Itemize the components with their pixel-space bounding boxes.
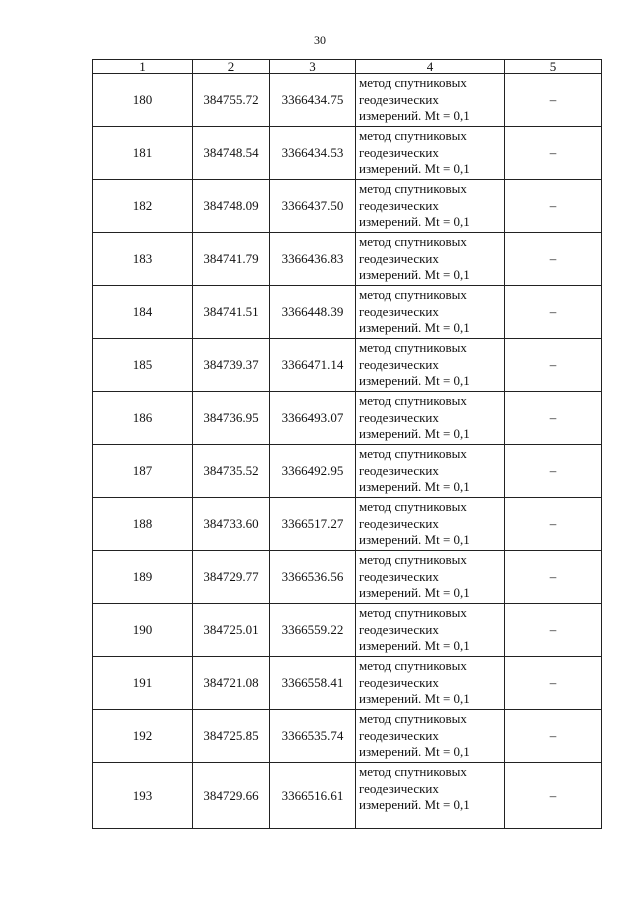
method-cell [356,551,505,604]
y-coordinate-cell: 3366559.22 [270,604,356,657]
point-number-cell: 191 [93,657,193,710]
point-number-cell: 192 [93,710,193,763]
method-text-line: геодезических [359,356,439,372]
point-number-cell: 184 [93,286,193,339]
column-5-cell: – [505,498,602,551]
x-coordinate-cell: 384721.08 [193,657,270,710]
table-row [93,710,602,763]
column-5-cell: – [505,710,602,763]
method-text-line: измерений. Mt = 0,1 [359,108,470,124]
method-text-line: измерений. Mt = 0,1 [359,744,470,760]
method-cell [356,74,505,127]
table-row [93,233,602,286]
column-5-cell: – [505,286,602,339]
column-5-cell: – [505,604,602,657]
method-text-line: метод спутниковых [359,128,467,144]
method-text-line: метод спутниковых [359,499,467,515]
y-coordinate-cell: 3366558.41 [270,657,356,710]
table-row [93,657,602,710]
y-coordinate-cell: 3366535.74 [270,710,356,763]
method-text-line: измерений. Mt = 0,1 [359,797,470,812]
table-row [93,498,602,551]
header-col-3: 3 [270,60,356,74]
point-number-cell: 181 [93,127,193,180]
page-number: 30 [314,33,326,47]
method-text-line: метод спутниковых [359,552,467,568]
point-number-cell: 190 [93,604,193,657]
y-coordinate-cell: 3366448.39 [270,286,356,339]
method-cell [356,180,505,233]
method-cell [356,127,505,180]
column-5-cell: – [505,233,602,286]
coordinates-table [92,59,602,829]
method-text-line: метод спутниковых [359,658,467,674]
method-text-line: метод спутниковых [359,75,467,91]
point-number-cell: 182 [93,180,193,233]
method-cell [356,286,505,339]
method-cell [356,339,505,392]
method-text-line: геодезических [359,621,439,637]
method-text-line: метод спутниковых [359,605,467,621]
method-text-line: геодезических [359,91,439,107]
table-row [93,74,602,127]
point-number-cell: 187 [93,445,193,498]
y-coordinate-cell: 3366436.83 [270,233,356,286]
y-coordinate-cell: 3366493.07 [270,392,356,445]
point-number-cell: 188 [93,498,193,551]
x-coordinate-cell: 384725.85 [193,710,270,763]
method-cell [356,233,505,286]
method-text-line: метод спутниковых [359,446,467,462]
column-5-cell: – [505,339,602,392]
x-coordinate-cell: 384735.52 [193,445,270,498]
method-text-line: геодезических [359,568,439,584]
x-coordinate-cell: 384733.60 [193,498,270,551]
method-text-line: измерений. Mt = 0,1 [359,585,470,601]
method-text-line: метод спутниковых [359,393,467,409]
x-coordinate-cell: 384755.72 [193,74,270,127]
column-5-cell: – [505,392,602,445]
y-coordinate-cell: 3366517.27 [270,498,356,551]
column-5-cell: – [505,657,602,710]
table-row [93,604,602,657]
method-text-line: геодезических [359,515,439,531]
table-row [93,127,602,180]
x-coordinate-cell: 384725.01 [193,604,270,657]
table-row [93,763,602,829]
method-cell [356,604,505,657]
method-cell [356,710,505,763]
method-text-line: измерений. Mt = 0,1 [359,214,470,230]
method-text-line: геодезических [359,462,439,478]
method-text-line: измерений. Mt = 0,1 [359,267,470,283]
y-coordinate-cell: 3366536.56 [270,551,356,604]
method-text-line: метод спутниковых [359,287,467,303]
y-coordinate-cell: 3366434.75 [270,74,356,127]
method-text-line: метод спутниковых [359,711,467,727]
table-row [93,392,602,445]
method-text-line: геодезических [359,780,439,796]
method-text-line: геодезических [359,303,439,319]
table-row [93,551,602,604]
x-coordinate-cell: 384741.51 [193,286,270,339]
method-text-line: измерений. Mt = 0,1 [359,161,470,177]
x-coordinate-cell: 384748.09 [193,180,270,233]
method-text-line: метод спутниковых [359,764,467,779]
column-5-cell: – [505,127,602,180]
y-coordinate-cell: 3366492.95 [270,445,356,498]
table-row [93,445,602,498]
method-text-line: измерений. Mt = 0,1 [359,373,470,389]
column-5-cell: – [505,180,602,233]
point-number-cell: 180 [93,74,193,127]
x-coordinate-cell: 384729.66 [193,763,270,829]
method-text-line: измерений. Mt = 0,1 [359,320,470,336]
column-5-cell: – [505,445,602,498]
x-coordinate-cell: 384748.54 [193,127,270,180]
method-cell [356,392,505,445]
method-text-line: геодезических [359,197,439,213]
table-header-row [93,60,602,74]
x-coordinate-cell: 384739.37 [193,339,270,392]
method-text-line: геодезических [359,727,439,743]
method-text-line: измерений. Mt = 0,1 [359,479,470,495]
method-text-line: измерений. Mt = 0,1 [359,532,470,548]
y-coordinate-cell: 3366516.61 [270,763,356,829]
y-coordinate-cell: 3366434.53 [270,127,356,180]
method-text-line: метод спутниковых [359,340,467,356]
method-text-line: геодезических [359,409,439,425]
point-number-cell: 189 [93,551,193,604]
point-number-cell: 186 [93,392,193,445]
header-col-1: 1 [93,60,193,74]
method-cell [356,763,505,829]
point-number-cell: 183 [93,233,193,286]
point-number-cell: 185 [93,339,193,392]
table-row [93,180,602,233]
column-5-cell: – [505,763,602,829]
table-row [93,286,602,339]
method-text-line: метод спутниковых [359,234,467,250]
point-number-cell: 193 [93,763,193,829]
y-coordinate-cell: 3366471.14 [270,339,356,392]
column-5-cell: – [505,74,602,127]
y-coordinate-cell: 3366437.50 [270,180,356,233]
method-text-line: измерений. Mt = 0,1 [359,426,470,442]
method-text-line: геодезических [359,674,439,690]
method-text-line: геодезических [359,144,439,160]
method-text-line: геодезических [359,250,439,266]
x-coordinate-cell: 384736.95 [193,392,270,445]
method-text-line: измерений. Mt = 0,1 [359,691,470,707]
x-coordinate-cell: 384741.79 [193,233,270,286]
method-text-line: метод спутниковых [359,181,467,197]
header-col-5: 5 [505,60,602,74]
column-5-cell: – [505,551,602,604]
table-row [93,339,602,392]
method-text-line: измерений. Mt = 0,1 [359,638,470,654]
method-cell [356,445,505,498]
x-coordinate-cell: 384729.77 [193,551,270,604]
method-cell [356,498,505,551]
method-cell [356,657,505,710]
header-col-4: 4 [356,60,505,74]
header-col-2: 2 [193,60,270,74]
